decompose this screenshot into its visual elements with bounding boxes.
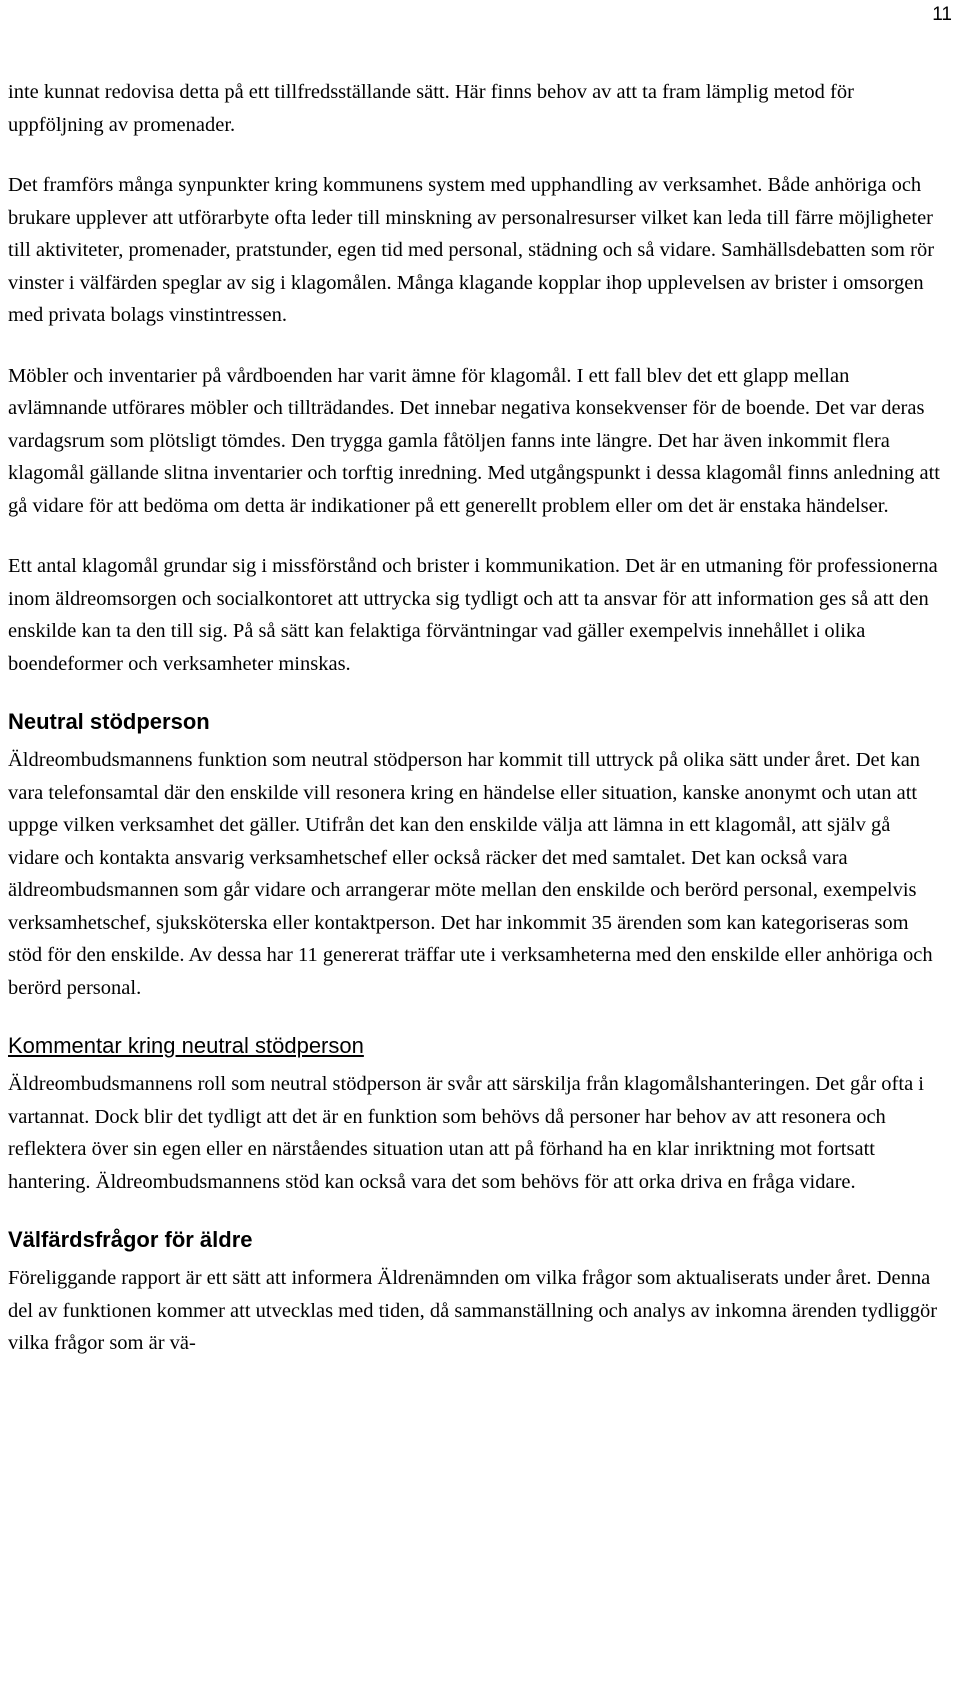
document-body bbox=[8, 76, 944, 1360]
paragraph-neutral-stodperson: Äldreombudsmannens funktion som neutral stödperson har kommit till uttryck på olika sätt under året. Det kan vara telefonsamtal där den enskilde vill resonera kring en händelse eller situation, kanske anonymt och utan att uppge vilken verksamhet det gäller. Utifrån det kan den enskilde välja att lämna in ett klagomål, att själv gå vidare och kontakta ansvarig verksamhetschef eller också räcker det med samtalet. Det kan också vara äldreombudsmannen som går vidare och arrangerar möte mellan den enskilde och berörd personal, exempelvis verksamhetschef, sjuksköterska eller kontaktperson. Det har inkommit 35 ärenden som kan kategoriseras som stöd för den enskilde. Av dessa har 11 genererat träffar ute i verksamheterna med den enskilde eller anhöriga och berörd personal. bbox=[8, 749, 933, 999]
paragraph-promenader: inte kunnat redovisa detta på ett tillfredsställande sätt. Här finns behov av att ta fram lämplig metod för uppföljning av promenader. bbox=[8, 81, 854, 136]
heading-neutral-stodperson: Neutral stödperson bbox=[8, 709, 210, 734]
paragraph-kommunikation: Ett antal klagomål grundar sig i missförstånd och brister i kommunikation. Det är en utmaning för professionerna inom äldreomsorgen och socialkontoret att uttrycka sig tydligt och att ta ansvar för att information ges så att den enskilde kan ta den till sig. På så sätt kan felaktiga förväntningar vad gäller exempelvis innehållet i olika boendeformer och verksamheter minskas. bbox=[8, 555, 938, 675]
paragraph-valfardsfragor: Föreliggande rapport är ett sätt att informera Äldrenämnden om vilka frågor som aktualiserats under året. Denna del av funktionen kommer att utvecklas med tiden, då sammanställning och analys av inkomna ärenden tydliggör vilka frågor som är vä- bbox=[8, 1267, 938, 1354]
heading-valfardsfragor: Välfärdsfrågor för äldre bbox=[8, 1227, 253, 1252]
paragraph-kommentar: Äldreombudsmannens roll som neutral stödperson är svår att särskilja från klagomålshanteringen. Det går ofta i vartannat. Dock blir det tydligt att det är en funktion som behövs då personer har behov av att resonera och reflektera över sin egen eller en närståendes situation utan att på förhand ha en klar inriktning mot fortsatt hantering. Äldreombudsmannens stöd kan också vara det som behövs för att orka driva en fråga vidare. bbox=[8, 1073, 924, 1193]
paragraph-mobler: Möbler och inventarier på vårdboenden har varit ämne för klagomål. I ett fall blev det ett glapp mellan avlämnande utförares möbler och tillträdandes. Det innebar negativa konsekvenser för de boende. Det var deras vardagsrum som plötsligt tömdes. Den trygga gamla fåtöljen fanns inte längre. Det har även inkommit flera klagomål gällande slitna inventarier och torftig inredning. Med utgångspunkt i dessa klagomål finns anledning att gå vidare för att bedöma om detta är indikationer på ett generellt problem eller om det är enstaka händelser. bbox=[8, 364, 940, 517]
page-number: 11 bbox=[932, 4, 952, 25]
heading-kommentar: Kommentar kring neutral stödperson bbox=[8, 1033, 364, 1058]
paragraph-upphandling: Det framförs många synpunkter kring kommunens system med upphandling av verksamhet. Både anhöriga och brukare upplever att utförarbyte ofta leder till minskning av personalresurser vilket kan leda till färre möjligheter till aktiviteter, promenader, pratstunder, egen tid med personal, städning och så vidare. Samhällsdebatten som rör vinster i välfärden speglar av sig i klagomålen. Många klagande kopplar ihop upplevelsen av brister i omsorgen med privata bolags vinstintressen. bbox=[8, 174, 935, 326]
